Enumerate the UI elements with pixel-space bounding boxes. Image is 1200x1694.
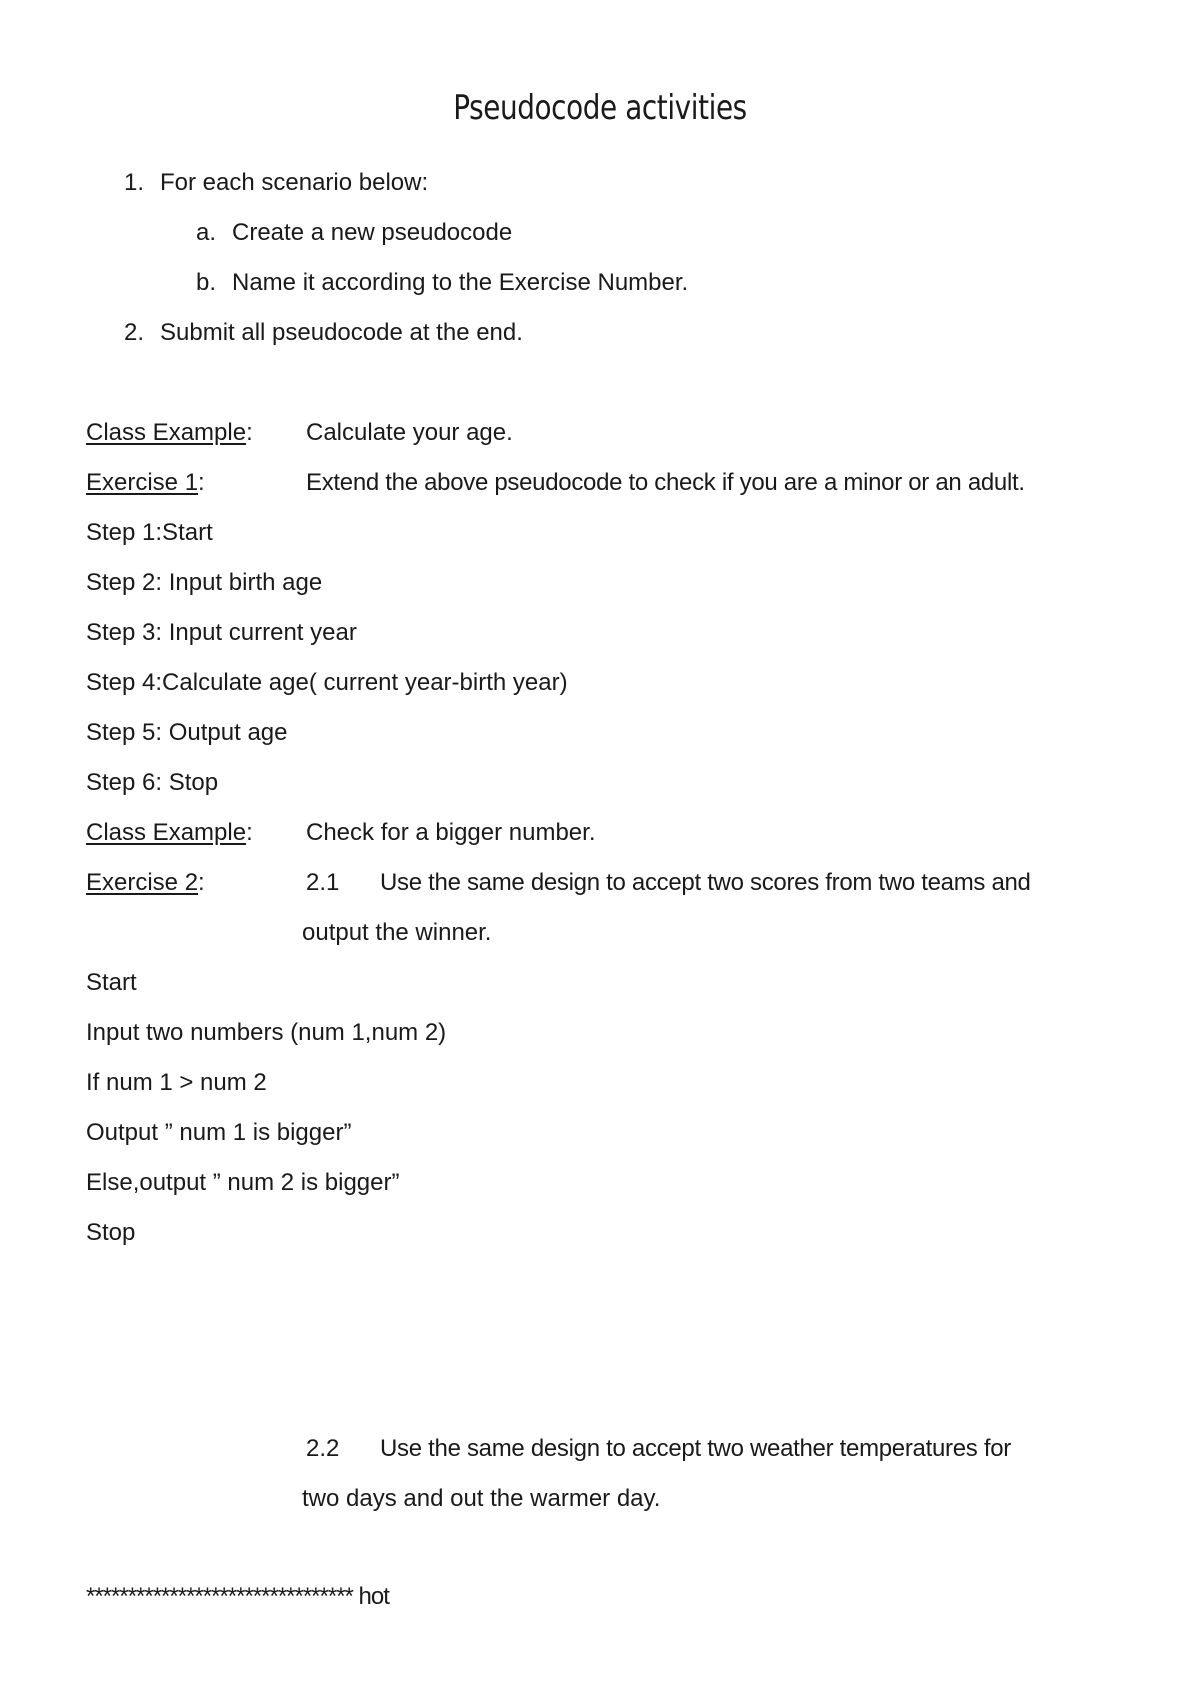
heading-label: Exercise 2 bbox=[86, 869, 199, 896]
exercise-2-2-text-line-2: two days and out the warmer day. bbox=[302, 1485, 661, 1512]
class-example-2-label bbox=[86, 818, 253, 848]
code-line: Output ” num 1 is bigger” bbox=[86, 1119, 352, 1146]
class-example-1-text: Calculate your age. bbox=[306, 419, 513, 446]
heading-label: Exercise 1 bbox=[86, 469, 199, 496]
code-line: Else,output ” num 2 is bigger” bbox=[86, 1169, 400, 1196]
step-line: Step 2: Input birth age bbox=[86, 569, 323, 596]
exercise-2-label bbox=[86, 868, 205, 898]
list-text: Submit all pseudocode at the end. bbox=[160, 319, 523, 346]
list-number: 1. bbox=[124, 169, 145, 196]
step-line: Step 3: Input current year bbox=[86, 619, 357, 646]
class-example-2-text: Check for a bigger number. bbox=[306, 819, 596, 846]
heading-colon: : bbox=[246, 819, 253, 846]
page-title: Pseudocode activities bbox=[453, 88, 747, 128]
exercise-2-2-number: 2.2 bbox=[306, 1435, 340, 1462]
class-example-1-label bbox=[86, 418, 253, 448]
instruction-2 bbox=[124, 318, 523, 348]
exercise-2-1-text-line-1: Use the same design to accept two scores from two teams and bbox=[380, 869, 1031, 896]
step-line: Step 6: Stop bbox=[86, 769, 219, 796]
list-text: For each scenario below: bbox=[160, 169, 429, 196]
heading-colon: : bbox=[246, 419, 253, 446]
list-letter: b. bbox=[196, 269, 217, 296]
exercise-2-1-number: 2.1 bbox=[306, 869, 340, 896]
exercise-1-text: Extend the above pseudocode to check if you are a minor or an adult. bbox=[306, 469, 1025, 496]
step-line: Step 5: Output age bbox=[86, 719, 288, 746]
instruction-1a bbox=[196, 218, 512, 248]
heading-colon: : bbox=[198, 469, 205, 496]
instruction-1 bbox=[124, 168, 428, 198]
code-line: Input two numbers (num 1,num 2) bbox=[86, 1019, 447, 1046]
list-letter: a. bbox=[196, 219, 217, 246]
code-line: Start bbox=[86, 969, 137, 996]
exercise-2-2-text-line-1: Use the same design to accept two weather temperatures for bbox=[380, 1435, 1011, 1462]
step-line: Step 1:Start bbox=[86, 519, 213, 546]
heading-label: Class Example bbox=[86, 419, 247, 446]
instruction-1b bbox=[196, 268, 688, 298]
heading-colon: : bbox=[198, 869, 205, 896]
code-line: If num 1 > num 2 bbox=[86, 1069, 267, 1096]
heading-label: Class Example bbox=[86, 819, 247, 846]
code-line: Stop bbox=[86, 1219, 136, 1246]
list-text: Create a new pseudocode bbox=[232, 219, 513, 246]
step-line: Step 4:Calculate age( current year-birth year) bbox=[86, 669, 568, 696]
list-number: 2. bbox=[124, 319, 145, 346]
list-text: Name it according to the Exercise Number. bbox=[232, 269, 689, 296]
exercise-1-label bbox=[86, 468, 205, 498]
exercise-2-1-text-line-2: output the winner. bbox=[302, 919, 492, 946]
footer-asterisk-line: ******************************** hot bbox=[86, 1583, 389, 1610]
